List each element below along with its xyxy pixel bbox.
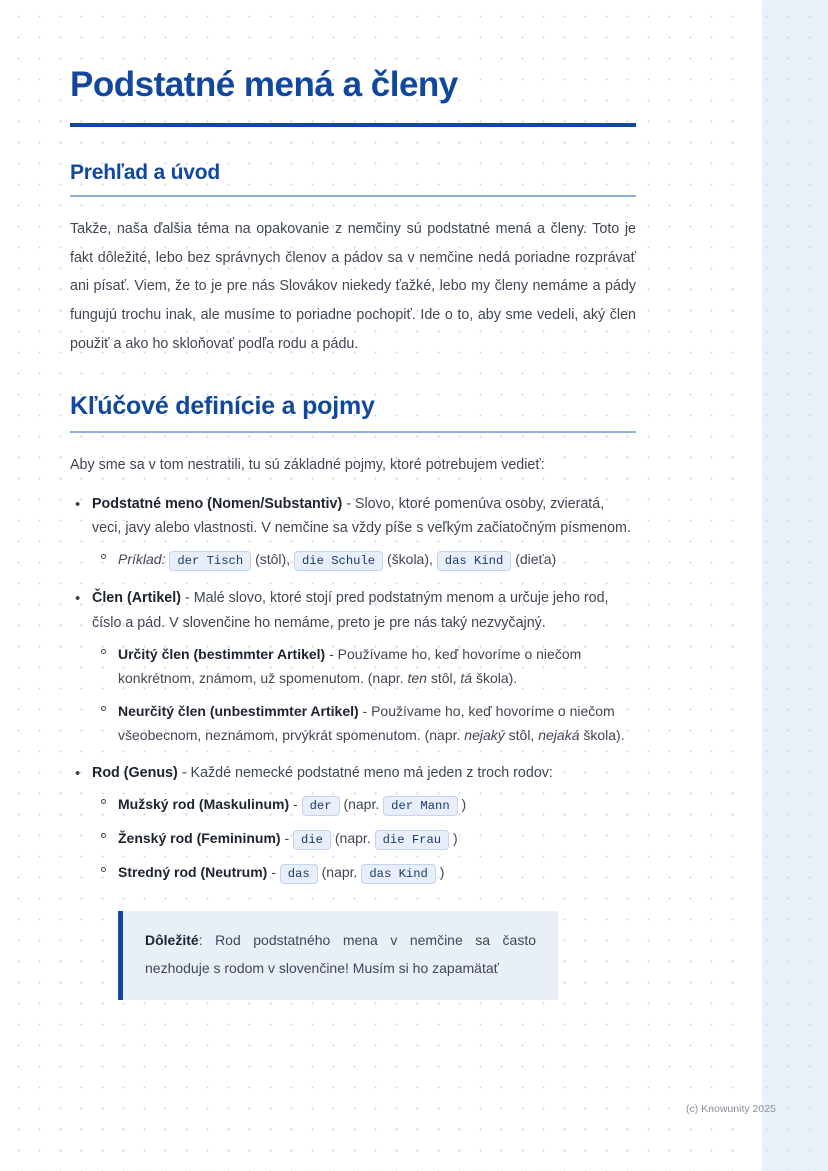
term-genus: Rod (Genus) [92, 765, 178, 782]
code-chip-das-kind: das Kind [361, 864, 436, 884]
term-noun-text: - Slovo, ktoré pomenúva osoby, zvieratá, veci, javy alebo vlastnosti. V nemčine sa vždy píše s veľkým začiatočným písmenom. [92, 495, 631, 537]
term-noun: Podstatné meno (Nomen/Substantiv) [92, 495, 343, 512]
list-item [118, 860, 636, 885]
code-chip-der: der [302, 796, 340, 816]
code-chip-das: das [280, 864, 318, 884]
genus-list [92, 792, 636, 885]
example-gloss-3: (dieťa) [515, 551, 557, 567]
definite-article-text-a: - Používame ho, keď hovoríme o niečom konkrétnom, známom, už spomenutom. (napr. [118, 645, 582, 686]
code-chip-das-kind: das Kind [437, 551, 512, 571]
document-content [70, 40, 636, 1000]
list-item [75, 761, 636, 885]
indefinite-article-text-b: stôl, [504, 727, 539, 744]
circle-bullet-icon [101, 867, 106, 872]
neuter-paren-close: ) [439, 864, 445, 881]
masculine-paren-open: (napr. [343, 796, 380, 813]
circle-bullet-icon [101, 799, 106, 804]
neuter-paren-open: (napr. [321, 864, 358, 881]
definite-article-text-b: stôl, [426, 669, 461, 686]
code-chip-die: die [293, 830, 331, 850]
list-item [75, 492, 636, 573]
circle-bullet-icon [101, 649, 106, 654]
section-heading-definitions: Kľúčové definície a pojmy [70, 392, 375, 421]
list-item [118, 547, 636, 572]
bullet-icon: • [75, 590, 81, 608]
code-chip-die-schule: die Schule [294, 551, 383, 571]
definitions-lead: Aby sme sa v tom nestratili, tu sú základné pojmy, ktoré potrebujem vedieť: [70, 457, 545, 474]
circle-bullet-icon [101, 833, 106, 838]
section-divider-definitions [70, 431, 636, 433]
indefinite-article-italic-b: nejaká [538, 727, 580, 744]
term-feminine: Ženský rod (Femininum) [118, 830, 281, 847]
term-article-text: - Malé slovo, ktoré stojí pred podstatným menom a určuje jeho rod, číslo a pád. V slovenčine ho nemáme, preto je pre nás taký nezvyčajný. [92, 590, 609, 631]
definitions-list [70, 492, 636, 886]
indefinite-article-italic-a: nejaký [464, 727, 505, 744]
definite-article-italic-b: tá [460, 669, 473, 686]
section-divider-overview [70, 195, 636, 197]
example-gloss-1: (stôl), [255, 551, 291, 567]
page-right-margin-gap [752, 0, 762, 1171]
term-article: Člen (Artikel) [92, 590, 181, 607]
masculine-dash: - [293, 796, 298, 813]
term-neuter: Stredný rod (Neutrum) [118, 864, 268, 881]
circle-bullet-icon [101, 554, 106, 559]
definite-article-text-c: škola). [472, 669, 518, 686]
feminine-paren-open: (napr. [334, 830, 371, 847]
term-genus-text: - Každé nemecké podstatné meno má jeden z troch rodov: [177, 765, 553, 782]
example-label: Príklad: [118, 551, 166, 567]
page-title: Podstatné mená a členy [70, 65, 458, 104]
title-divider [70, 123, 636, 127]
code-chip-der-mann: der Mann [383, 796, 458, 816]
term-definite-article: Určitý člen (bestimmter Artikel) [118, 645, 326, 662]
list-item [118, 642, 636, 690]
page-right-margin-band [752, 0, 828, 1171]
section-heading-overview: Prehľad a úvod [70, 161, 220, 185]
callout-body: : Rod podstatného mena v nemčine sa často nezhoduje s rodom v slovenčine! Musím si ho zapamätať [145, 932, 536, 976]
list-item [118, 792, 636, 817]
neuter-dash: - [271, 864, 276, 881]
code-chip-die-frau: die Frau [375, 830, 450, 850]
noun-examples-list [92, 547, 636, 572]
footer-copyright: (c) Knowunity 2025 [686, 1103, 776, 1115]
indefinite-article-text-c: škola). [579, 727, 625, 744]
term-masculine: Mužský rod (Maskulinum) [118, 796, 290, 813]
definite-article-italic-a: ten [407, 669, 427, 686]
circle-bullet-icon [101, 706, 106, 711]
indefinite-article-text-a: - Používame ho, keď hovoríme o niečom všeobecnom, neznámom, prvýkrát spomenutom. (napr. [118, 702, 615, 744]
term-indefinite-article: Neurčitý člen (unbestimmter Artikel) [118, 702, 359, 719]
feminine-dash: - [284, 830, 290, 847]
list-item [118, 826, 636, 851]
overview-paragraph: Takže, naša ďalšia téma na opakovanie z nemčiny sú podstatné mená a členy. Toto je fakt dôležité, lebo bez správnych členov a pádov sa v nemčine nedá poriadne rozprávať ani písať. Viem, že to je pre nás Slovákov niekedy ťažké, lebo my členy nemáme a pády fungujú trochu inak, ale musíme to poriadne pochopiť. Ide o to, aby sme vedeli, aký člen použiť a ako ho skloňovať podľa rodu a pádu. [70, 221, 636, 352]
code-chip-der-tisch: der Tisch [169, 551, 251, 571]
callout-label: Dôležité [145, 932, 199, 949]
list-item [118, 699, 636, 747]
callout-text [145, 927, 536, 982]
example-gloss-2: (škola), [387, 551, 433, 567]
feminine-paren-close: ) [452, 830, 458, 847]
article-subtypes-list [92, 642, 636, 748]
important-callout [118, 911, 558, 1000]
bullet-icon: • [75, 495, 81, 513]
masculine-paren-close: ) [461, 796, 467, 813]
bullet-icon: • [75, 765, 81, 783]
list-item [75, 586, 636, 747]
